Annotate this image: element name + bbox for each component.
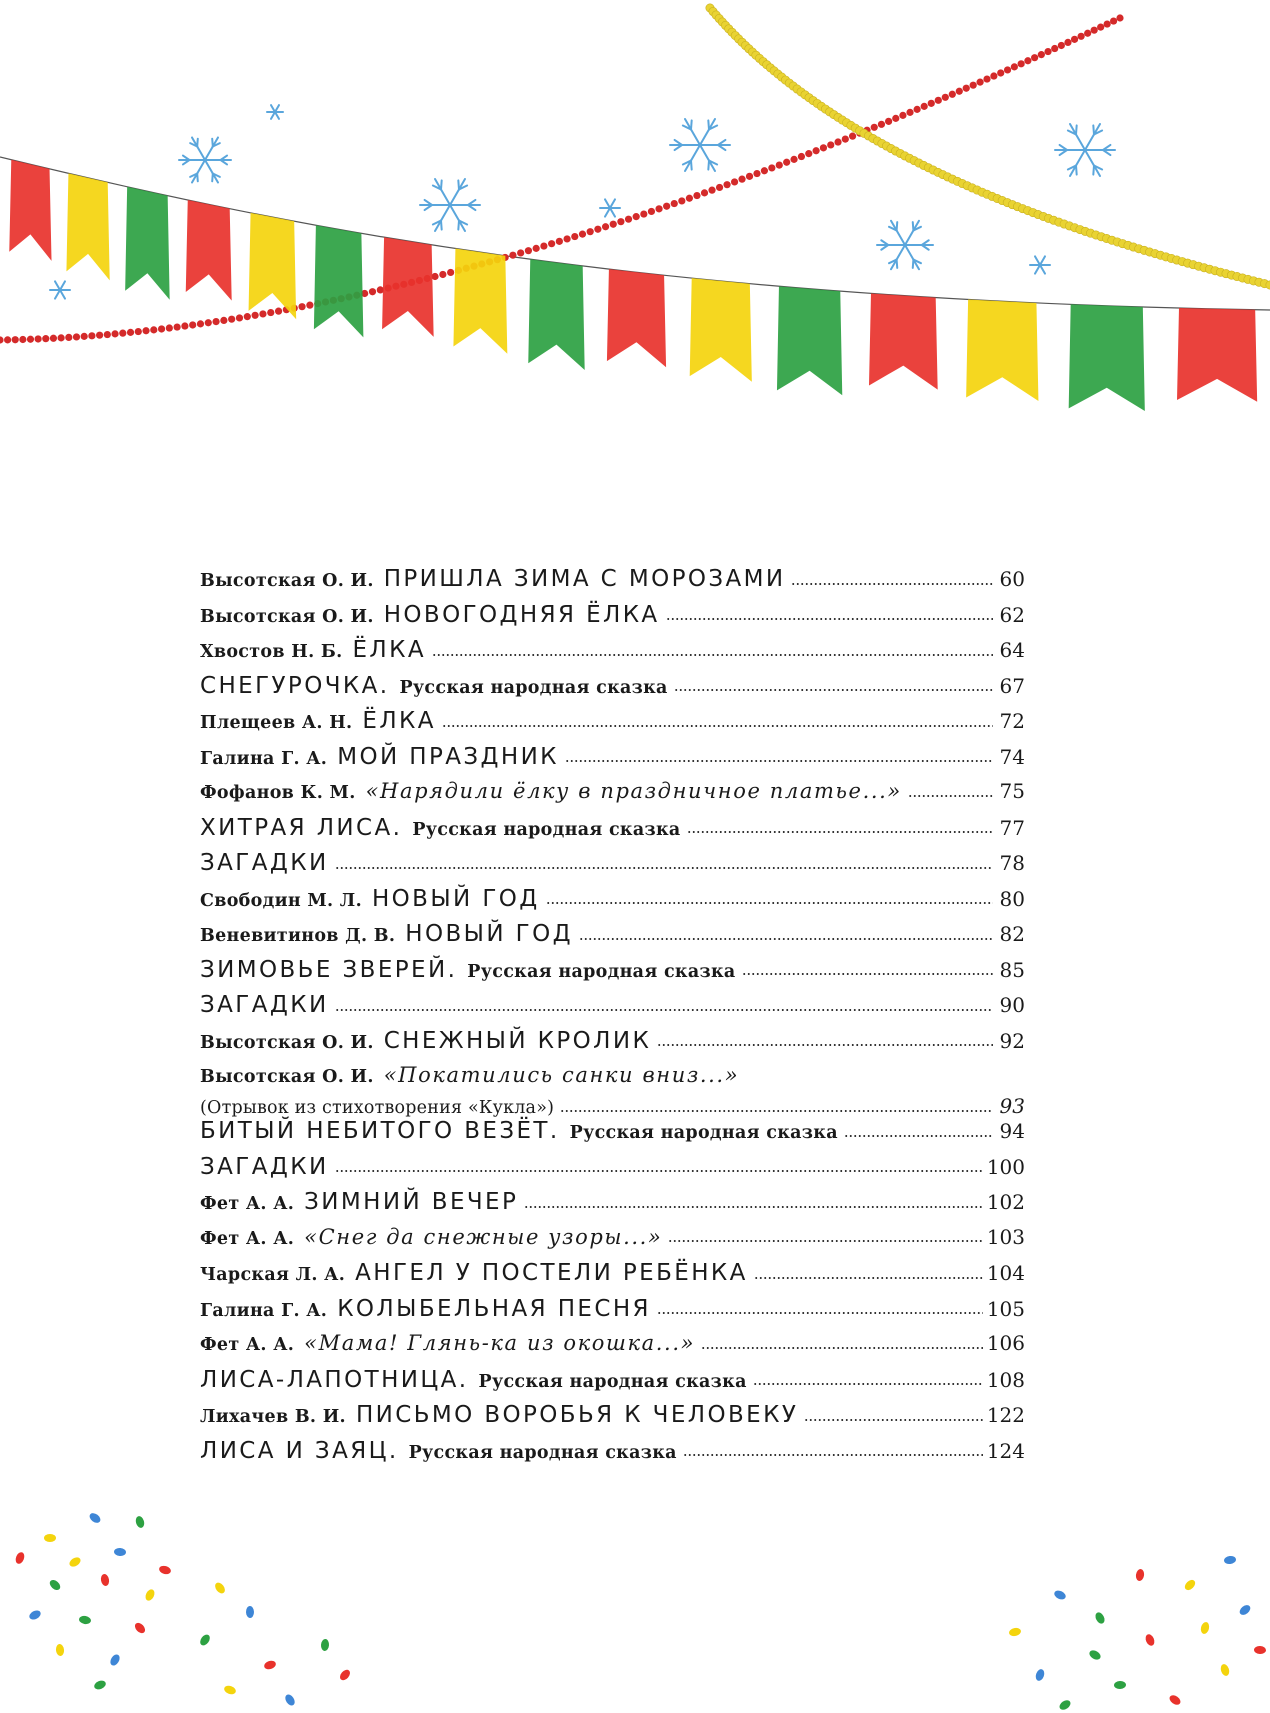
bunting-flag <box>453 249 507 354</box>
bunting-flag <box>690 278 752 382</box>
toc-page-number: 80 <box>999 886 1025 911</box>
toc-title: СНЕЖНЫЙ КРОЛИК <box>383 1027 652 1054</box>
confetti-dot <box>48 1578 62 1592</box>
confetti-dot <box>1008 1627 1021 1637</box>
toc-entry[interactable] <box>200 602 1025 638</box>
confetti-dot <box>223 1684 237 1696</box>
toc-entry[interactable] <box>200 637 1025 673</box>
toc-page-number: 94 <box>999 1119 1025 1143</box>
toc-title: ЛИСА-ЛАПОТНИЦА. <box>200 1366 469 1393</box>
toc-title: ЗИМОВЬЕ ЗВЕРЕЙ. <box>200 956 458 983</box>
confetti-dot <box>1183 1578 1197 1592</box>
toc-quote-title: «Нарядили ёлку в праздничное платье...» <box>365 779 902 803</box>
dot-leader <box>666 617 993 622</box>
toc-author: Лихачев В. И. <box>200 1407 346 1427</box>
dot-leader <box>753 1382 983 1387</box>
toc-page-number: 108 <box>986 1367 1025 1392</box>
dot-leader <box>908 793 993 798</box>
toc-subline: (Отрывок из стихотворения «Кукла») <box>200 1098 555 1118</box>
confetti-dot <box>321 1639 330 1652</box>
toc-entry[interactable] <box>200 1225 1025 1261</box>
toc-page-number: 82 <box>999 922 1025 946</box>
bunting-flag <box>869 293 938 389</box>
dot-leader <box>701 1345 983 1350</box>
toc-genre-note: Русская народная сказка <box>478 1371 747 1392</box>
confetti-dot <box>213 1581 227 1595</box>
toc-entry[interactable] <box>200 1063 1025 1094</box>
toc-author: Веневитинов Д. В. <box>200 926 396 946</box>
toc-author: Свободин М. Л. <box>200 890 362 911</box>
toc-title: ЗАГАДКИ <box>200 850 329 876</box>
toc-title: НОВЫЙ ГОД <box>371 885 540 912</box>
toc-page-number: 124 <box>986 1438 1025 1463</box>
toc-author: Высотская О. И. <box>200 571 374 591</box>
bunting-flag <box>125 187 169 300</box>
confetti-dot <box>198 1633 212 1647</box>
confetti-dot <box>246 1606 254 1618</box>
confetti-dot <box>1168 1693 1182 1706</box>
dot-leader <box>335 1169 983 1174</box>
dot-leader <box>804 1417 983 1422</box>
snowflake-icon <box>600 199 620 216</box>
toc-title: КОЛЫБЕЛЬНАЯ ПЕСНЯ <box>337 1295 651 1322</box>
confetti-dot <box>133 1621 147 1635</box>
confetti-dot <box>44 1534 56 1542</box>
toc-genre-note: Русская народная сказка <box>412 819 681 840</box>
dot-leader <box>754 1275 983 1280</box>
toc-entry[interactable] <box>200 673 1025 709</box>
bunting-flag <box>966 300 1038 401</box>
toc-page-number: 90 <box>999 993 1025 1017</box>
toc-entry[interactable] <box>200 1367 1025 1403</box>
dot-leader <box>432 652 993 657</box>
toc-page-number: 106 <box>986 1331 1025 1355</box>
dot-leader <box>657 1311 983 1316</box>
confetti-dot <box>68 1555 82 1568</box>
confetti-dot <box>88 1511 102 1525</box>
toc-title: ЗАГАДКИ <box>200 1153 329 1180</box>
toc-page-number: 67 <box>999 673 1025 698</box>
dot-leader <box>524 1204 983 1209</box>
snowflake-icon <box>670 119 730 171</box>
snowflake-icon <box>267 105 283 119</box>
confetti-dot <box>135 1515 146 1529</box>
confetti-dot <box>1094 1611 1107 1625</box>
toc-page-number: 93 <box>999 1094 1025 1118</box>
toc-entry[interactable] <box>200 1154 1025 1190</box>
toc-page-number: 62 <box>999 602 1025 627</box>
toc-quote-title: «Мама! Глянь-ка из окошка...» <box>304 1331 696 1355</box>
toc-title: ЛИСА И ЗАЯЦ. <box>200 1437 399 1464</box>
bunting-flag <box>186 200 232 301</box>
toc-author: Высотская О. И. <box>200 1067 374 1087</box>
toc-page-number: 75 <box>999 779 1025 803</box>
confetti-illustration <box>0 1500 1270 1713</box>
toc-page-number: 92 <box>999 1028 1025 1053</box>
toc-title: ЁЛКА <box>362 708 436 734</box>
confetti-dot <box>1034 1668 1045 1682</box>
toc-page-number: 64 <box>999 638 1025 662</box>
dot-leader <box>560 1108 993 1113</box>
confetti-dot <box>108 1653 121 1667</box>
toc-page-number: 100 <box>986 1154 1025 1179</box>
toc-page-number: 104 <box>986 1261 1025 1285</box>
bunting-flag <box>528 259 584 370</box>
toc-title: ЗИМНИЙ ВЕЧЕР <box>304 1189 519 1215</box>
toc-quote-title: «Снег да снежные узоры...» <box>304 1224 663 1249</box>
confetti-dot <box>158 1565 172 1576</box>
dot-leader <box>668 1239 982 1244</box>
toc-title: ХИТРАЯ ЛИСА. <box>200 814 403 841</box>
snowflake-icon <box>50 281 70 298</box>
toc-title: ПИСЬМО ВОРОБЬЯ К ЧЕЛОВЕКУ <box>355 1402 799 1428</box>
dot-leader <box>657 1043 993 1048</box>
toc-author: Галина Г. А. <box>200 748 328 769</box>
snowflake-icon <box>1030 256 1050 273</box>
toc-entry[interactable] <box>200 708 1025 744</box>
festive-garland-illustration <box>0 0 1270 440</box>
bunting-flag <box>777 286 842 395</box>
toc-title: СНЕГУРОЧКА. <box>200 672 390 699</box>
toc-entry[interactable] <box>200 957 1025 993</box>
toc-page-number: 60 <box>999 567 1025 591</box>
toc-entry[interactable] <box>200 1260 1025 1296</box>
toc-page-number: 77 <box>999 815 1025 840</box>
toc-entry[interactable] <box>200 850 1025 886</box>
snowflake-icon <box>179 137 231 182</box>
toc-genre-note: Русская народная сказка <box>467 961 736 982</box>
confetti-dot <box>338 1668 352 1682</box>
confetti-dot <box>28 1609 42 1622</box>
confetti-dot <box>1135 1568 1145 1581</box>
confetti-dot <box>100 1573 110 1586</box>
dot-leader <box>674 688 993 693</box>
toc-author: Хвостов Н. Б. <box>200 642 343 662</box>
confetti-dot <box>93 1679 107 1691</box>
confetti-dot <box>283 1693 296 1707</box>
dot-leader <box>742 972 993 977</box>
bunting-flag <box>249 213 297 319</box>
toc-entry[interactable] <box>200 1331 1025 1367</box>
toc-page-number: 103 <box>986 1224 1025 1249</box>
confetti-dot <box>1058 1698 1072 1711</box>
dot-leader <box>442 723 993 728</box>
toc-entry-continuation[interactable] <box>200 1094 1025 1118</box>
snowflake-icon <box>877 221 933 269</box>
toc-entry[interactable] <box>200 1296 1025 1332</box>
dot-leader <box>687 830 993 835</box>
confetti-dot <box>14 1551 26 1565</box>
toc-genre-note: Русская народная сказка <box>569 1123 838 1143</box>
confetti-dot <box>1144 1633 1156 1647</box>
bunting-flag <box>314 225 363 337</box>
toc-entry[interactable] <box>200 1402 1025 1438</box>
toc-title: АНГЕЛ У ПОСТЕЛИ РЕБЁНКА <box>355 1260 748 1286</box>
snowflake-icon <box>1055 124 1115 176</box>
confetti-dot <box>1254 1646 1266 1655</box>
toc-title: ЗАГАДКИ <box>200 992 329 1018</box>
toc-genre-note: Русская народная сказка <box>399 677 668 698</box>
toc-author: Фет А. А. <box>200 1194 295 1214</box>
toc-quote-title: «Покатились санки вниз...» <box>383 1063 740 1087</box>
toc-page-number: 102 <box>986 1190 1025 1214</box>
toc-entry[interactable] <box>200 992 1025 1028</box>
toc-entry[interactable] <box>200 1028 1025 1064</box>
dot-leader <box>565 759 993 764</box>
bunting-flag <box>1069 304 1145 411</box>
confetti-dot <box>55 1644 64 1657</box>
confetti-dot <box>263 1659 277 1670</box>
toc-author: Высотская О. И. <box>200 606 374 627</box>
toc-page-number: 74 <box>999 744 1025 769</box>
toc-entry[interactable] <box>200 815 1025 851</box>
toc-page-number: 85 <box>999 957 1025 982</box>
toc-title: НОВОГОДНЯЯ ЁЛКА <box>383 601 660 628</box>
bunting-flags <box>9 160 1257 411</box>
toc-page-number: 105 <box>986 1296 1025 1321</box>
confetti-dot <box>1224 1555 1237 1564</box>
toc-author: Фофанов К. М. <box>200 783 356 803</box>
confetti-dot <box>1238 1603 1252 1617</box>
snowflake-icon <box>420 179 480 231</box>
toc-entry[interactable] <box>200 566 1025 602</box>
toc-title: НОВЫЙ ГОД <box>405 921 573 947</box>
bunting-flag <box>607 269 666 367</box>
toc-title: ЁЛКА <box>352 637 426 663</box>
confetti-dot <box>1200 1621 1211 1635</box>
toc-entry[interactable] <box>200 886 1025 922</box>
confetti-dot <box>1053 1589 1067 1601</box>
confetti-dot <box>1088 1649 1102 1662</box>
toc-author: Фет А. А. <box>200 1228 295 1249</box>
toc-title: МОЙ ПРАЗДНИК <box>337 743 559 770</box>
bunting-flag <box>66 173 109 280</box>
toc-page-number: 72 <box>999 709 1025 733</box>
confetti-dots <box>14 1511 1266 1711</box>
toc-author: Фет А. А. <box>200 1335 295 1355</box>
toc-entry[interactable] <box>200 1189 1025 1225</box>
toc-title: ПРИШЛА ЗИМА С МОРОЗАМИ <box>383 566 786 592</box>
toc-title: БИТЫЙ НЕБИТОГО ВЕЗЁТ. <box>200 1118 560 1144</box>
dot-leader <box>791 581 993 586</box>
toc-entry[interactable] <box>200 1438 1025 1474</box>
confetti-dot <box>1219 1663 1230 1677</box>
dot-leader <box>844 1133 993 1138</box>
toc-author: Чарская Л. А. <box>200 1265 346 1285</box>
toc-entry[interactable] <box>200 744 1025 780</box>
confetti-dot <box>114 1547 127 1556</box>
table-of-contents <box>200 566 1025 1473</box>
confetti-dot <box>144 1588 156 1602</box>
toc-entry[interactable] <box>200 1118 1025 1154</box>
toc-entry[interactable] <box>200 921 1025 957</box>
bunting-flag <box>9 160 51 261</box>
toc-page-number: 78 <box>999 851 1025 875</box>
bunting-flag <box>382 237 434 337</box>
toc-page-number: 122 <box>986 1403 1025 1427</box>
dot-leader <box>335 865 993 870</box>
confetti-dot <box>1114 1681 1126 1689</box>
dot-leader <box>546 901 993 906</box>
toc-entry[interactable] <box>200 779 1025 815</box>
toc-genre-note: Русская народная сказка <box>408 1442 677 1463</box>
dot-leader <box>683 1453 983 1458</box>
confetti-dot <box>78 1615 91 1625</box>
toc-author: Плещеев А. Н. <box>200 713 353 733</box>
bunting-flag <box>1177 308 1257 402</box>
dot-leader <box>335 1007 993 1012</box>
dot-leader <box>579 936 993 941</box>
toc-author: Высотская О. И. <box>200 1032 374 1053</box>
toc-author: Галина Г. А. <box>200 1300 328 1321</box>
